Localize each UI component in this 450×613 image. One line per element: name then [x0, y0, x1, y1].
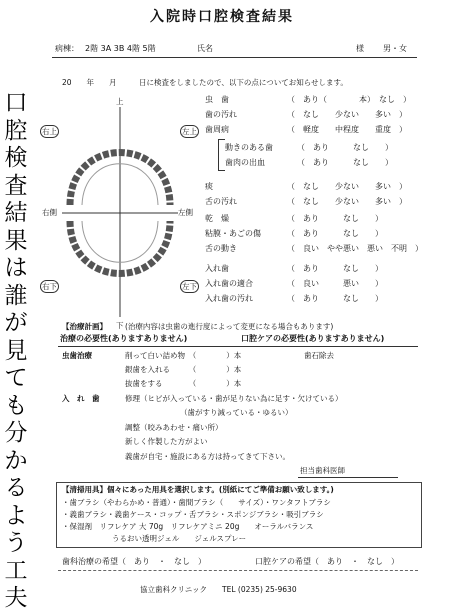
name-line — [52, 57, 417, 58]
dentist-line — [298, 477, 398, 478]
ward-label: 病棟： — [55, 44, 79, 53]
caption-char: は — [4, 255, 28, 281]
cavity-label: 虫歯治療 — [62, 351, 92, 360]
caption-char: 工 — [4, 557, 28, 584]
finding-label: 入れ歯 — [205, 264, 229, 273]
caption-char: 検 — [4, 145, 28, 171]
need-care[interactable]: 口腔ケアの必要性(ありますありません) — [241, 334, 385, 343]
hope-care[interactable]: 口腔ケアの希望（ あり ・ なし ） — [255, 557, 399, 566]
caption-char: 見 — [4, 337, 28, 364]
cleaning-line[interactable]: ・義歯ブラシ・義歯ケース・コップ・舌ブラシ・スポンジブラシ・吸引ブラシ — [62, 510, 324, 519]
denture-label: 入 れ 歯 — [62, 394, 100, 403]
denture-adjust[interactable]: 調整（咬みあわせ・痛い所） — [125, 423, 223, 432]
treatment-heading: 【治療計画】 — [62, 322, 107, 331]
tooth-chart — [40, 95, 200, 335]
caption-char: が — [4, 310, 28, 336]
finding-label: 歯の汚れ — [205, 110, 237, 119]
finding-label: 歯周病 — [205, 125, 229, 134]
chart-label-lower-left: 左下 — [182, 282, 197, 291]
name-label: 氏名 — [197, 44, 213, 53]
caption-char: か — [4, 447, 28, 474]
finding-label: 乾 燥 — [205, 214, 229, 223]
caption-char: う — [4, 530, 28, 556]
finding-options[interactable]: （ あり なし ） — [287, 214, 383, 223]
finding-label: 虫 歯 — [205, 95, 229, 104]
caption-char: 夫 — [4, 585, 28, 611]
finding-options[interactable]: （ あり なし ） — [287, 229, 383, 238]
finding-options[interactable]: （ なし 少ない 多い ） — [287, 197, 407, 206]
date-line: 20 年 月 日に検査をしましたので、以下の点についてお知らせします。 — [62, 78, 348, 87]
finding-label: 歯肉の出血 — [225, 158, 265, 167]
cleaning-line[interactable]: うるおい透明ジェル ジェルスプレー — [112, 534, 247, 543]
chart-label-lower-right: 右下 — [42, 282, 57, 291]
tooth-chart-drawing — [40, 95, 200, 335]
finding-label: 舌の汚れ — [205, 197, 237, 206]
home-note: 義歯が自宅・施設にある方は持ってきて下さい。 — [125, 452, 290, 461]
denture-loss[interactable]: （歯がすり減っている・ゆるい） — [180, 408, 293, 417]
caption-char: る — [4, 475, 28, 501]
chart-label-right-side: 右側 — [42, 208, 57, 217]
finding-label: 入れ歯の適合 — [205, 279, 253, 288]
denture-repair[interactable]: 修理（ヒビが入っている・歯が足りない為に足す・欠けている） — [125, 394, 343, 403]
side-caption — [2, 90, 30, 613]
finding-label: 入れ歯の汚れ — [205, 294, 253, 303]
finding-options[interactable]: （ なし 少ない 多い ） — [287, 182, 407, 191]
caption-char: 査 — [4, 172, 28, 199]
treatment-divider — [58, 346, 418, 347]
finding-options[interactable]: （ あり なし ） — [297, 158, 393, 167]
caption-char: て — [4, 365, 28, 391]
treatment-note: (治療内容は虫歯の進行度によって変更になる場合もあります) — [125, 322, 334, 331]
caption-char: も — [4, 392, 28, 419]
hope-divider — [58, 570, 418, 571]
chart-label-upper-left: 左上 — [182, 127, 197, 136]
caption-char: 分 — [4, 420, 28, 446]
chart-label-upper: 上 — [116, 97, 124, 106]
cleaning-line[interactable]: ・保湿剤 リフレケア 大 70g リフレケアミニ 20g オーラルバランス — [62, 522, 314, 531]
finding-options[interactable]: （ あり なし ） — [287, 294, 383, 303]
cavity-item[interactable]: 抜歯をする （ ）本 — [125, 379, 242, 388]
new-denture[interactable]: 新しく作製した方がよい — [125, 437, 208, 446]
caption-char: 結 — [4, 200, 28, 226]
need-treatment[interactable]: 治療の必要性(ありますありません) — [60, 334, 188, 343]
gender-options[interactable]: 男・女 — [383, 44, 407, 53]
finding-label: 粘膜・あごの傷 — [205, 229, 261, 238]
form-title: 入院時口腔検査結果 — [150, 9, 294, 25]
chart-label-upper-right: 右上 — [42, 127, 57, 136]
finding-options[interactable]: （ あり なし ） — [297, 143, 393, 152]
ward-options[interactable]: 2階 3A 3B 4階 5階 — [85, 44, 156, 53]
finding-label: 動きのある歯 — [225, 143, 273, 152]
honorific: 様 — [356, 44, 364, 53]
gum-bracket — [218, 139, 225, 171]
finding-options[interactable]: （ あり なし ） — [287, 264, 383, 273]
chart-label-lower: 下 — [116, 321, 124, 330]
finding-options[interactable]: （ 良い やや悪い 悪い 不明 ） — [287, 244, 423, 253]
hope-treatment[interactable]: 歯科治療の希望（ あり ・ なし ） — [62, 557, 206, 566]
cavity-item[interactable]: 銀歯を入れる （ ）本 — [125, 365, 242, 374]
scaling-label[interactable]: 歯石除去 — [304, 351, 334, 360]
finding-options[interactable]: （ あり（ 本） なし ） — [287, 95, 411, 104]
cleaning-line[interactable]: ・歯ブラシ（やわらかめ・普通）・歯間ブラシ（ サイズ）・ワンタフトブラシ — [62, 498, 331, 507]
finding-label: 舌の動き — [205, 244, 237, 253]
caption-char: 口 — [4, 90, 28, 116]
dentist-label: 担当歯科医師 — [300, 466, 345, 475]
caption-char: よ — [4, 502, 28, 529]
caption-char: 果 — [4, 227, 28, 254]
finding-label: 痰 — [205, 182, 213, 191]
caption-char: 腔 — [4, 117, 28, 144]
cleaning-heading: 【清掃用具】個々にあった用具を選択します。(別紙にてご準備お願い致します。) — [62, 485, 334, 494]
caption-char: 誰 — [4, 282, 28, 309]
finding-options[interactable]: （ 良い 悪い ） — [287, 279, 383, 288]
finding-options[interactable]: （ なし 少ない 多い ） — [287, 110, 407, 119]
finding-options[interactable]: （ 軽度 中程度 重度 ） — [287, 125, 407, 134]
cavity-item[interactable]: 削って白い詰め物 （ ）本 — [125, 351, 242, 360]
chart-label-left-side: 左側 — [178, 208, 193, 217]
clinic-footer: 協立歯科クリニック TEL (0235) 25-9630 — [140, 585, 297, 594]
